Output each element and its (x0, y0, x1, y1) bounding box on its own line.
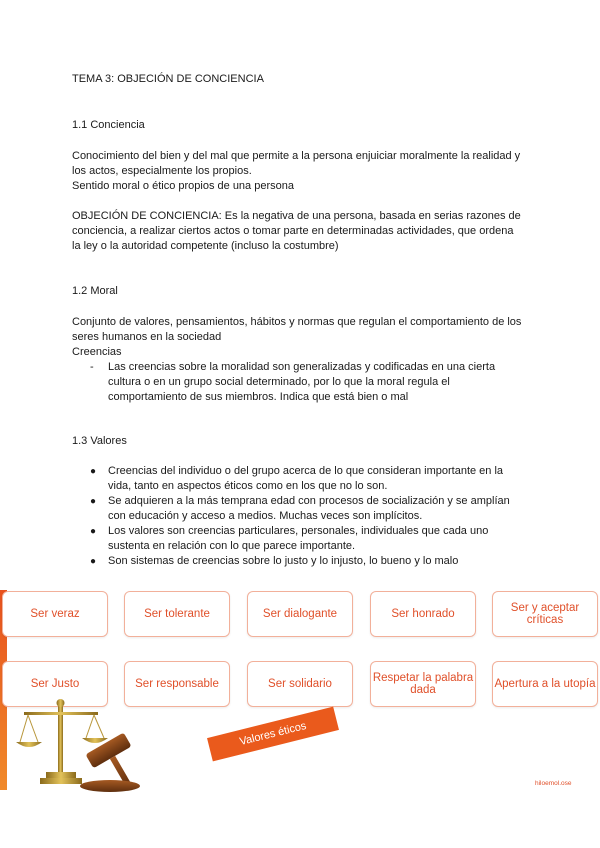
dash-mark: - (90, 361, 94, 373)
text-line: Son sistemas de creencias sobre lo justo y lo injusto, lo bueno y lo malo (108, 555, 459, 567)
section-heading-moral: 1.2 Moral (72, 285, 118, 297)
text-line: Los valores son creencias particulares, personales, individuales que cada uno (108, 525, 489, 537)
text-line: Se adquieren a la más temprana edad con procesos de socialización y se amplían (108, 495, 510, 507)
text-line: vida, tanto en aspectos éticos como en los que no lo son. (108, 480, 388, 492)
value-card-aceptar-criticas: Ser y aceptar críticas (492, 591, 598, 637)
value-card-respetar-palabra: Respetar la palabra dada (370, 661, 476, 707)
footer-watermark: hiloemol.ose (535, 780, 572, 787)
objecion-definition (72, 209, 532, 254)
section-heading-valores: 1.3 Valores (72, 435, 127, 447)
moral-dash-item (90, 360, 520, 405)
text-line: los actos, especialmente los propios. (72, 165, 252, 177)
page-title: TEMA 3: OBJECIÓN DE CONCIENCIA (72, 73, 264, 85)
value-card-ser-responsable: Ser responsable (124, 661, 230, 707)
text-line: seres humanos en la sociedad (72, 331, 222, 343)
value-card-ser-veraz: Ser veraz (2, 591, 108, 637)
bullet-icon: ● (90, 556, 97, 567)
text-line: Creencias del individuo o del grupo acerca de lo que consideran importante en la (108, 465, 504, 477)
list-item (90, 554, 530, 569)
values-banner: Valores éticos (207, 707, 339, 762)
list-item (90, 464, 530, 494)
value-card-ser-solidario: Ser solidario (247, 661, 353, 707)
value-card-ser-honrado: Ser honrado (370, 591, 476, 637)
value-card-apertura-utopia: Apertura a la utopía (492, 661, 598, 707)
text-line: OBJECIÓN DE CONCIENCIA: Es la negativa de una persona, basada en serias razones de (72, 210, 521, 222)
valores-bullet-list (90, 464, 530, 569)
text-line: la ley o la autoridad competente (incluso la costumbre) (72, 240, 339, 252)
text-line: con educación y acceso a medios. Muchas veces son implícitos. (108, 510, 423, 522)
text-line: conciencia, a realizar ciertos actos o tomar parte en determinadas actividades, que ordena (72, 225, 514, 237)
text-line: Sentido moral o ético propios de una persona (72, 180, 294, 192)
text-line: Conjunto de valores, pensamientos, hábitos y normas que regulan el comportamiento de los (72, 316, 522, 328)
text-line: Las creencias sobre la moralidad son generalizadas y codificadas en una cierta (108, 361, 496, 373)
value-card-ser-tolerante: Ser tolerante (124, 591, 230, 637)
moral-definition (72, 315, 532, 360)
section-heading-conciencia: 1.1 Conciencia (72, 119, 145, 131)
list-item (90, 524, 530, 554)
text-line: Creencias (72, 346, 122, 358)
bullet-icon: ● (90, 496, 97, 507)
value-card-ser-dialogante: Ser dialogante (247, 591, 353, 637)
text-line: cultura o en un grupo social determinado, por lo que la moral regula el (108, 376, 450, 388)
conciencia-definition (72, 149, 532, 194)
list-item (90, 494, 530, 524)
text-line: Conocimiento del bien y del mal que permite a la persona enjuiciar moralmente la realidad y (72, 150, 521, 162)
text-line: sustenta en relación con lo que parece importante. (108, 540, 356, 552)
scales-of-justice-icon (10, 698, 145, 793)
bullet-icon: ● (90, 526, 97, 537)
value-card-ser-justo: Ser Justo (2, 661, 108, 707)
text-line: comportamiento de sus miembros. Indica que está bien o mal (108, 391, 409, 403)
bullet-icon: ● (90, 466, 97, 477)
